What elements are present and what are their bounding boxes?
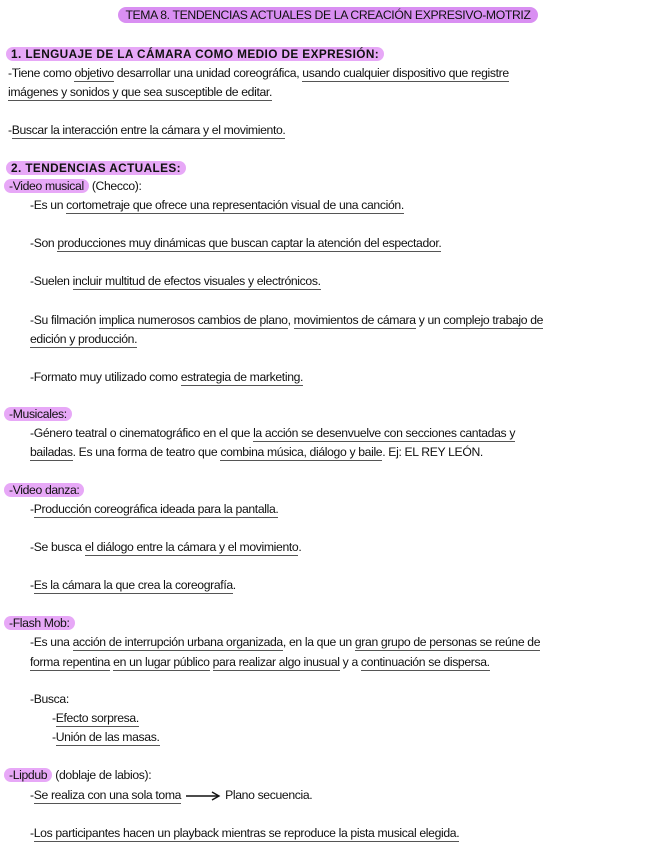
- vd-item-2: -Se busca el diálogo entre la cámara y el movimiento.: [30, 540, 302, 554]
- vm-item-1: -Es un cortometraje que ofrece una representación visual de una canción.: [30, 198, 404, 212]
- fm-line-1: -Es una acción de interrupción urbana organizada, en la que un gran grupo de personas se reúne de: [30, 635, 541, 649]
- fm-busca: -Busca:: [30, 692, 69, 706]
- vm-item-5: -Formato muy utilizado como estrategia de marketing.: [30, 370, 304, 384]
- flash-mob-heading: -Flash Mob:: [4, 616, 75, 631]
- section-2-heading: 2. TENDENCIAS ACTUALES:: [6, 161, 186, 176]
- section-1-heading: 1. LENGUAJE DE LA CÁMARA COMO MEDIO DE EXPRESIÓN:: [6, 47, 384, 62]
- mu-line-1: -Género teatral o cinematográfico en el que la acción se desenvuelve con secciones cantadas y: [30, 426, 516, 440]
- s1-line-3: -Buscar la interacción entre la cámara y el movimiento.: [8, 123, 286, 137]
- lipdub-heading: -Lipdub (doblaje de labios):: [4, 768, 151, 783]
- fm-line-2: forma repentina en un lugar público para realizar algo inusual y a continuación se dispersa.: [30, 655, 490, 669]
- vm-item-4: -Su filmación implica numerosos cambios de plano, movimientos de cámara y un complejo trabajo de: [30, 313, 544, 327]
- ld-item-2: -Los participantes hacen un playback mientras se reproduce la pista musical elegida.: [30, 826, 460, 840]
- vm-item-2: -Son producciones muy dinámicas que buscan captar la atención del espectador.: [30, 236, 442, 250]
- mu-line-2: bailadas. Es una forma de teatro que combina música, diálogo y baile. Ej: EL REY LEÓN.: [30, 445, 483, 459]
- fm-busca-item-1: -Efecto sorpresa.: [52, 711, 139, 725]
- video-musical-heading: -Video musical (Checco):: [4, 179, 142, 194]
- vd-item-3: -Es la cámara la que crea la coreografía.: [30, 578, 236, 592]
- vm-item-3: -Suelen incluir multitud de efectos visuales y electrónicos.: [30, 274, 321, 288]
- page-title: [0, 8, 656, 23]
- s1-line-1: -Tiene como objetivo desarrollar una unidad coreográfica, usando cualquier dispositivo que registre: [8, 66, 509, 80]
- vm-item-4-cont: edición y producción.: [30, 332, 138, 346]
- musicales-heading: -Musicales:: [4, 407, 72, 422]
- title-highlight: TEMA 8. TENDENCIAS ACTUALES DE LA CREACIÓN EXPRESIVO-MOTRIZ: [118, 7, 537, 23]
- vd-item-1: -Producción coreográfica ideada para la pantalla.: [30, 502, 279, 516]
- video-danza-heading: -Video danza:: [4, 483, 84, 498]
- arrow-right-icon: [185, 791, 221, 801]
- ld-item-1: -Se realiza con una sola toma Plano secuencia.: [30, 788, 313, 802]
- s1-line-2: imágenes y sonidos y que sea susceptible de editar.: [8, 85, 272, 99]
- fm-busca-item-2: -Unión de las masas.: [52, 730, 160, 744]
